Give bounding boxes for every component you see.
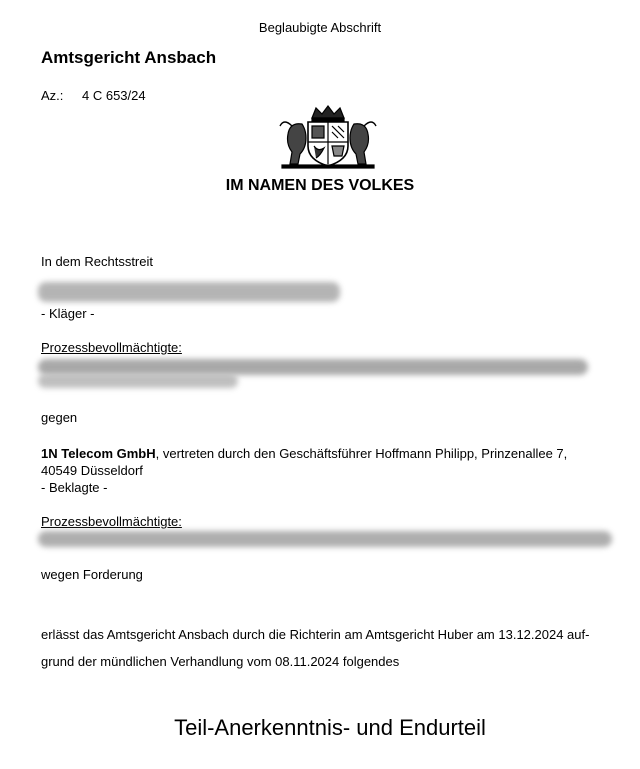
certified-copy-label: Beglaubigte Abschrift	[258, 20, 382, 35]
plaintiff-role: - Kläger -	[41, 306, 95, 321]
versus-label: gegen	[41, 410, 78, 425]
defendant-line	[41, 446, 567, 461]
defendant-counsel-label: Prozessbevollmächtigte:	[41, 514, 182, 529]
court-name: Amtsgericht Ansbach	[41, 48, 217, 67]
defendant-role: - Beklagte -	[41, 480, 108, 495]
case-number: 4 C 653/24	[82, 88, 146, 103]
redacted-plaintiff-counsel-line1	[38, 359, 588, 375]
redacted-plaintiff	[38, 282, 340, 302]
coat-of-arms-icon	[272, 104, 384, 170]
body-line-2: grund der mündlichen Verhandlung vom 08.11.2024 folgendes	[41, 654, 400, 669]
defendant-city: 40549 Düsseldorf	[41, 463, 143, 478]
body-line-1: erlässt das Amtsgericht Ansbach durch die Richterin am Amtsgericht Huber am 13.12.2024 auf-	[41, 627, 590, 642]
redacted-plaintiff-counsel-line2	[38, 374, 238, 388]
dispute-intro: In dem Rechtsstreit	[41, 254, 153, 269]
case-number-label: Az.:	[41, 88, 64, 103]
subject-label: wegen Forderung	[41, 567, 143, 582]
redacted-defendant-counsel	[38, 531, 612, 547]
judgment-title: Teil-Anerkenntnis- und Endurteil	[174, 715, 486, 740]
document-heading: IM NAMEN DES VOLKES	[225, 177, 415, 194]
defendant-details: , vertreten durch den Geschäftsführer Hoffmann Philipp, Prinzenallee 7,	[155, 446, 568, 461]
defendant-name: 1N Telecom GmbH	[41, 446, 156, 461]
plaintiff-counsel-label: Prozessbevollmächtigte:	[41, 340, 182, 355]
